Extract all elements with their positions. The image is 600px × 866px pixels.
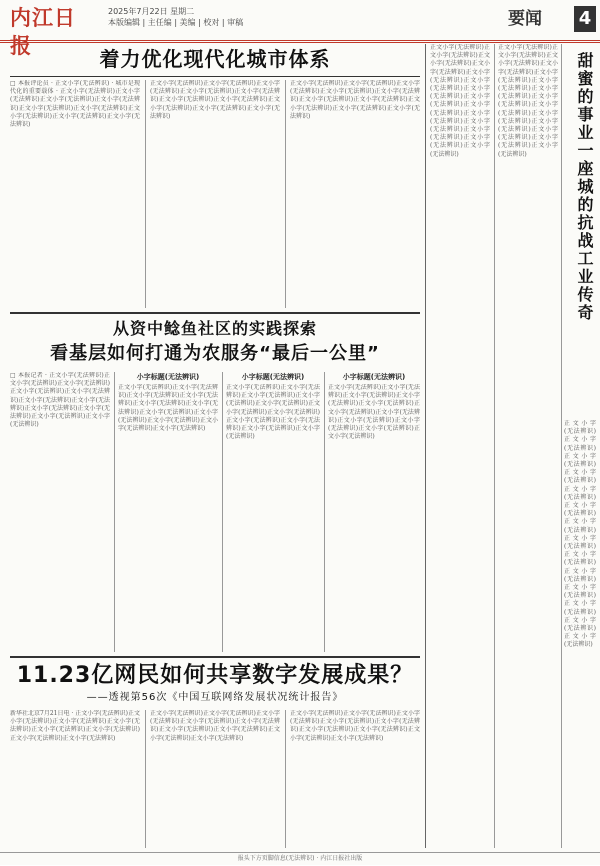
article1-col1: □ 本报评论员 · 正文小字(无法辨识) · 城市是现代化的重要载体 · 正文小字(无法辨识)正文小字(无法辨识)正文小字(无法辨识)正文小字(无法辨识)正文小字(无法辨识)正文小字(无法辨识)正文小字(无法辨识)正文小字(无法辨识)正文小字(无法辨识) xyxy=(10,80,140,129)
commentary-body: 正文小字(无法辨识)正文小字(无法辨识)正文小字(无法辨识)正文小字(无法辨识)正文小字(无法辨识)正文小字(无法辨识)正文小字(无法辨识)正文小字(无法辨识)正文小字(无法辨识)正文小字(无法辨识)正文小字(无法辨识)正文小字(无法辨识)正文小字(无法辨识)正文小字(无法辨识) xyxy=(564,420,596,649)
article1-col3: 正文小字(无法辨识)正文小字(无法辨识)正文小字(无法辨识)正文小字(无法辨识)正文小字(无法辨识)正文小字(无法辨识)正文小字(无法辨识)正文小字(无法辨识)正文小字(无法辨识)正文小字(无法辨识) xyxy=(290,80,420,120)
article2-subhead: 小字标题(无法辨识) xyxy=(241,373,305,381)
article3-col3: 正文小字(无法辨识)正文小字(无法辨识)正文小字(无法辨识)正文小字(无法辨识)正文小字(无法辨识)正文小字(无法辨识)正文小字(无法辨识)正文小字(无法辨识)正文小字(无法辨识) xyxy=(290,710,420,742)
article2-col3: 正文小字(无法辨识)正文小字(无法辨识)正文小字(无法辨识)正文小字(无法辨识)正文小字(无法辨识)正文小字(无法辨识)正文小字(无法辨识)正文小字(无法辨识)正文小字(无法辨识)正文小字(无法辨识)正文小字(无法辨识) xyxy=(226,384,320,441)
column-divider xyxy=(324,372,325,652)
article1-col2: 正文小字(无法辨识)正文小字(无法辨识)正文小字(无法辨识)正文小字(无法辨识)正文小字(无法辨识)正文小字(无法辨识)正文小字(无法辨识)正文小字(无法辨识)正文小字(无法辨识)正文小字(无法辨识) xyxy=(150,80,280,120)
article3-col1: 新华社北京7月21日电 · 正文小字(无法辨识)正文小字(无法辨识)正文小字(无法辨识)正文小字(无法辨识)正文小字(无法辨识)正文小字(无法辨识)正文小字(无法辨识)正文小字(无法辨识) xyxy=(10,710,140,742)
masthead-date: 2025年7月22日 星期二 xyxy=(108,7,195,16)
masthead-editors: 本版编辑 | 主任编 | 美编 | 校对 | 审稿 xyxy=(108,18,244,27)
page-footer: 报头下方页脚信息(无法辨识) · 内江日报社出版 xyxy=(0,852,600,866)
column-divider xyxy=(145,710,146,848)
article2-col4: 正文小字(无法辨识)正文小字(无法辨识)正文小字(无法辨识)正文小字(无法辨识)正文小字(无法辨识)正文小字(无法辨识)正文小字(无法辨识)正文小字(无法辨识)正文小字(无法辨识)正文小字(无法辨识)正文小字(无法辨识) xyxy=(328,384,420,441)
column-divider xyxy=(285,710,286,848)
commentary-title: 甜蜜的事业一座城的抗战工业传奇 xyxy=(575,52,594,322)
article2-headline-main: 看基层如何打通为农服务“最后一公里” xyxy=(50,343,380,364)
article3-headline: 11.23亿网民如何共享数字发展成果？ xyxy=(16,663,414,688)
column-divider xyxy=(285,80,286,308)
article1-headline: 着力优化现代化城市体系 xyxy=(99,47,331,71)
article3-col2: 正文小字(无法辨识)正文小字(无法辨识)正文小字(无法辨识)正文小字(无法辨识)正文小字(无法辨识)正文小字(无法辨识)正文小字(无法辨识)正文小字(无法辨识)正文小字(无法辨识) xyxy=(150,710,280,742)
newspaper-logo: 内江日报 xyxy=(10,5,76,58)
page-number: 4 xyxy=(574,6,596,32)
column-divider xyxy=(114,372,115,652)
article3-subhead: ——透视第56次《中国互联网络发展状况统计报告》 xyxy=(86,692,344,703)
section-rule xyxy=(10,312,420,314)
article2-subhead: 小字标题(无法辨识) xyxy=(342,373,406,381)
article1-rule xyxy=(10,76,420,77)
column-divider xyxy=(494,44,495,848)
column-divider xyxy=(145,80,146,308)
article2-col2: 正文小字(无法辨识)正文小字(无法辨识)正文小字(无法辨识)正文小字(无法辨识)正文小字(无法辨识)正文小字(无法辨识)正文小字(无法辨识)正文小字(无法辨识)正文小字(无法辨识)正文小字(无法辨识)正文小字(无法辨识) xyxy=(118,384,218,433)
column-divider xyxy=(561,44,562,848)
page-divider xyxy=(425,44,426,848)
article2-col1: □ 本报记者 · 正文小字(无法辨识)正文小字(无法辨识)正文小字(无法辨识)正文小字(无法辨识)正文小字(无法辨识)正文小字(无法辨识)正文小字(无法辨识)正文小字(无法辨识)正文小字(无法辨识)正文小字(无法辨识)正文小字(无法辨识) xyxy=(10,372,110,429)
section-rule xyxy=(10,656,420,658)
masthead-meta xyxy=(108,6,308,28)
article2-subhead: 小字标题(无法辨识) xyxy=(136,373,200,381)
section-label: 要闻 xyxy=(508,9,542,29)
article2-headline-top: 从资中鲶鱼社区的实践探索 xyxy=(112,319,317,338)
column-divider xyxy=(222,372,223,652)
right-col1: 正文小字(无法辨识)正文小字(无法辨识)正文小字(无法辨识)正文小字(无法辨识)正文小字(无法辨识)正文小字(无法辨识)正文小字(无法辨识)正文小字(无法辨识)正文小字(无法辨识)正文小字(无法辨识)正文小字(无法辨识)正文小字(无法辨识)正文小字(无法辨识)正文小字(无法辨识) xyxy=(430,44,490,158)
right-col2: 正文小字(无法辨识)正文小字(无法辨识)正文小字(无法辨识)正文小字(无法辨识)正文小字(无法辨识)正文小字(无法辨识)正文小字(无法辨识)正文小字(无法辨识)正文小字(无法辨识)正文小字(无法辨识)正文小字(无法辨识)正文小字(无法辨识)正文小字(无法辨识)正文小字(无法辨识) xyxy=(498,44,558,158)
